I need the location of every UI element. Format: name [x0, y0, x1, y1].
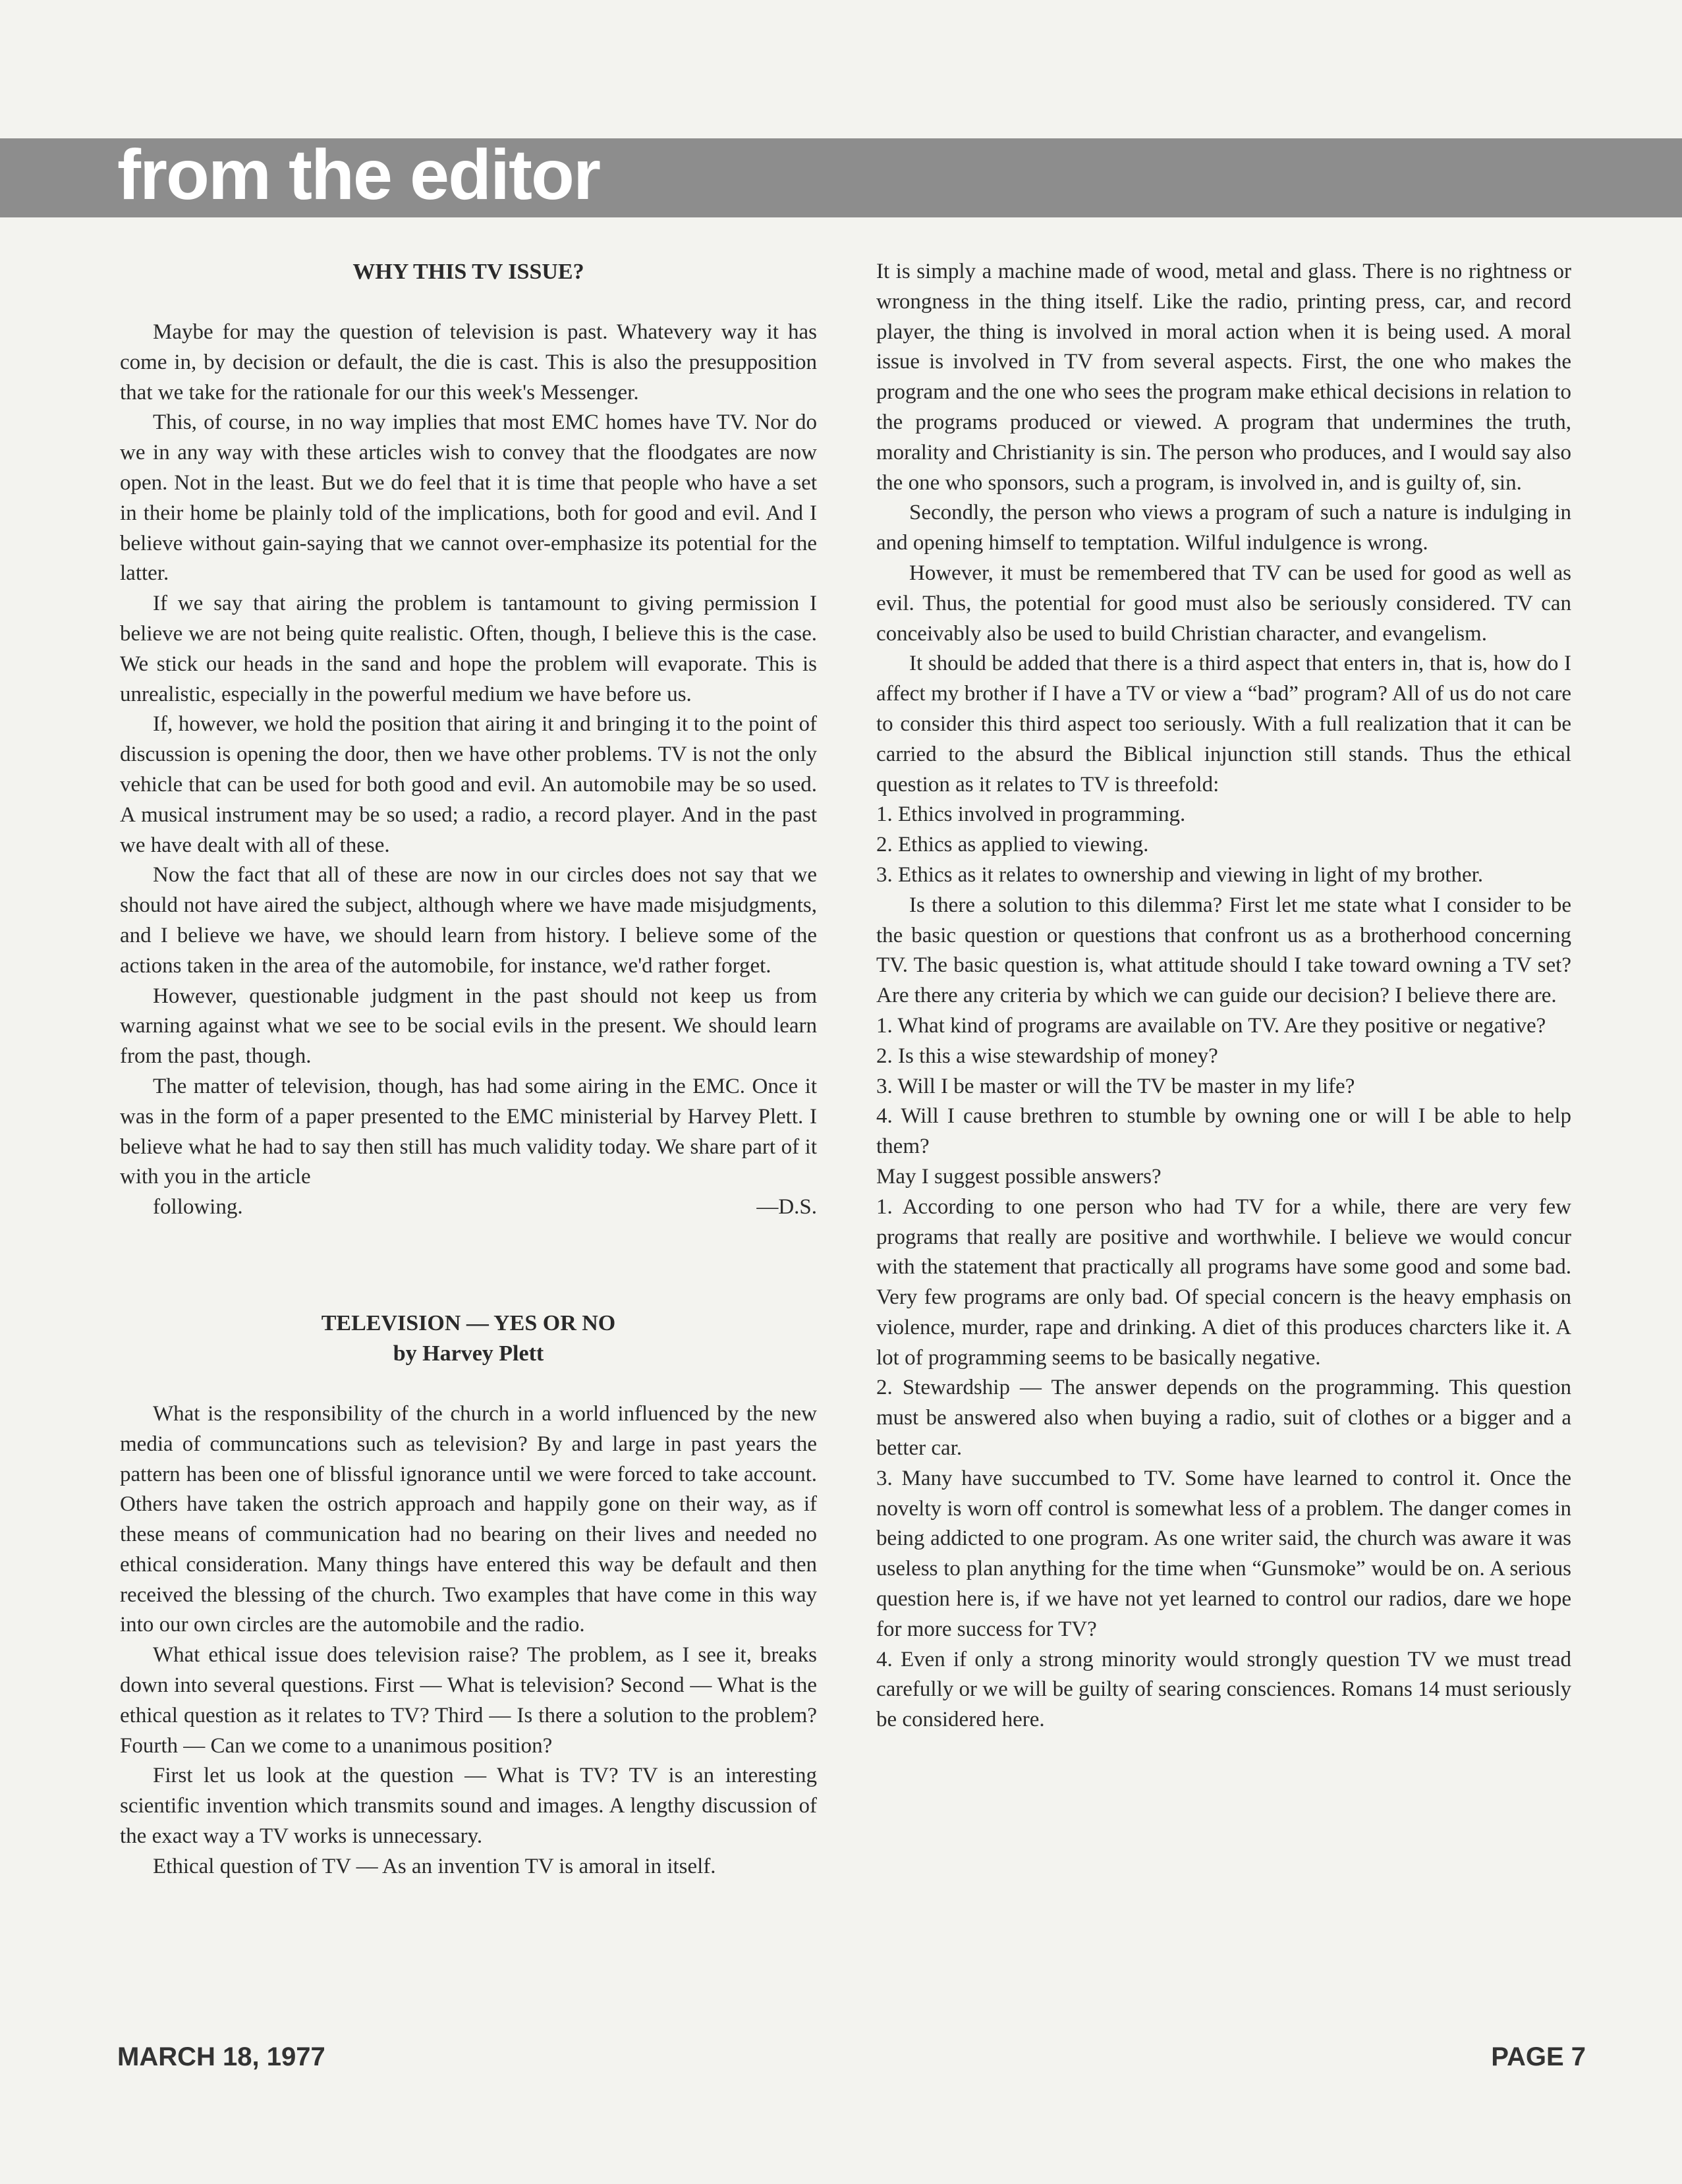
article-title: TELEVISION — YES OR NO	[321, 1310, 616, 1335]
list-item: 1. According to one person who had TV for a while, there are very few programs that really are positive and worthwhile. I believe we would concur with the statement that practically all programs have some good and some bad. Very few programs are only bad. Of special concern is the heavy emphasis on violence, murder, rape and drinking. A diet of this produces charcters like it. A lot of programming seems to be basically negative.	[876, 1194, 1571, 1370]
editorial-paragraph: If, however, we hold the position that airing it and bringing it to the point of discussion is opening the door, then we have other problems. TV is not the only vehicle that can be used for both good and evil. An automobile may be so used. A musical instrument may be so used; a radio, a record player. And in the past we have dealt with all of these.	[120, 712, 817, 857]
article-paragraph: It should be added that there is a third aspect that enters in, that is, how do I affect my brother if I have a TV or view a “bad” program? All of us do not care to consider this third aspect too seriously. With a full realization that it can be carried to the absurd the Biblical injunction still stands. Thus the ethical question as it relates to TV is threefold:	[876, 652, 1571, 797]
article-paragraph: However, it must be remembered that TV can be used for good as well as evil. Thus, the potential for good must also be seriously considered. TV can conceivably also be used to build Christian character, and evangelism.	[876, 561, 1571, 646]
list-item: 3. Many have succumbed to TV. Some have learned to control it. Once the novelty is worn off control is somewhat less of a problem. The danger comes in being addicted to one program. As one writer said, the church was aware it was useless to plan anything for the time when “Gunsmoke” would be on. A serious question here is, if we have not yet learned to control our radios, dare we hope for more success for TV?	[876, 1466, 1571, 1641]
list-item: 4. Will I cause brethren to stumble by owning one or will I be able to help them?	[876, 1104, 1571, 1159]
editorial-paragraph: Now the fact that all of these are now in our circles does not say that we should not have aired the subject, although where we have made misjudgments, and I believe we have, we should learn from history. I believe some of the actions taken in the area of the automobile, for instance, we'd rather forget.	[120, 863, 817, 978]
answers-intro: May I suggest possible answers?	[876, 1164, 1162, 1189]
editorial-signature: —D.S.	[756, 1195, 817, 1219]
list-item: 2. Is this a wise stewardship of money?	[876, 1044, 1218, 1068]
editorial-paragraph: The matter of television, though, has had some airing in the EMC. Once it was in the form of a paper presented to the EMC ministerial by Harvey Plett. I believe what he had to say then still has much validity today. We share part of it with you in the article	[120, 1074, 817, 1189]
list-item: 1. What kind of programs are available on TV. Are they positive or negative?	[876, 1013, 1546, 1038]
list-item: 2. Stewardship — The answer depends on the programming. This question must be answered also when buying a radio, suit of clothes or a bigger and a better car.	[876, 1376, 1571, 1461]
right-column	[876, 257, 1571, 1735]
editorial-paragraph: If we say that airing the problem is tantamount to giving permission I believe we are not being quite realistic. Often, though, I believe this is the case. We stick our heads in the sand and hope the problem will evaporate. This is unrealistic, especially in the powerful medium we have before us.	[120, 592, 817, 706]
left-column	[120, 257, 817, 1882]
article-paragraph: First let us look at the question — What is TV? TV is an interesting scientific invention which transmits sound and images. A lengthy discussion of the exact way a TV works is unnecessary.	[120, 1764, 817, 1849]
article-paragraph: Secondly, the person who views a program of such a nature is indulging in and opening himself to temptation. Wilful indulgence is wrong.	[876, 501, 1571, 555]
editorial-paragraph: However, questionable judgment in the past should not keep us from warning against what we see to be social evils in the present. We should learn from the past, though.	[120, 984, 817, 1069]
article-paragraph: Is there a solution to this dilemma? First let me state what I consider to be the basic question or questions that confront us as a brotherhood concerning TV. The basic question is, what attitude should I take toward owning a TV set? Are there any criteria by which we can guide our decision? I believe there are.	[876, 893, 1571, 1008]
article-paragraph: What ethical issue does television raise? The problem, as I see it, breaks down into several questions. First — What is television? Second — What is the ethical question as it relates to TV? Third — Is there a solution to the problem? Fourth — Can we come to a unanimous position?	[120, 1643, 817, 1758]
page-number: PAGE 7	[1491, 2042, 1586, 2071]
article-byline: by Harvey Plett	[393, 1341, 544, 1366]
list-item: 2. Ethics as applied to viewing.	[876, 833, 1149, 857]
editorial-signoff	[120, 1192, 817, 1223]
article-paragraph: What is the responsibility of the church in a world influenced by the new media of communcations such as television? By and large in past years the pattern has been one of blissful ignorance until we were forced to take account. Others have taken the ostrich approach and happily gone on their way, as if these means of communication had no bearing on their lives and needed no ethical consideration. Many things have entered this way be default and then received the blessing of the church. Two examples that have come in this way into our own circles are the automobile and the radio.	[120, 1401, 817, 1637]
page-title: from the editor	[117, 134, 600, 214]
list-item: 4. Even if only a strong minority would strongly question TV we must tread carefully or we will be guilty of searing consciences. Romans 14 must seriously be considered here.	[876, 1647, 1571, 1732]
editorial-paragraph: Maybe for may the question of television is past. Whatevery way it has come in, by decision or default, the die is cast. This is also the presupposition that we take for the rationale for our this week's Messenger.	[120, 320, 817, 405]
editorial-last-line: following.	[153, 1195, 243, 1219]
issue-date: MARCH 18, 1977	[117, 2042, 325, 2071]
list-item: 3. Will I be master or will the TV be master in my life?	[876, 1074, 1355, 1098]
editorial-paragraph: This, of course, in no way implies that most EMC homes have TV. Nor do we in any way with these articles wish to convey that the floodgates are now open. Not in the least. But we do feel that it is time that people who have a set in their home be plainly told of the implications, both for good and evil. And I believe without gain-saying that we cannot over-emphasize its potential for the latter.	[120, 410, 817, 586]
article-paragraph: Ethical question of TV — As an invention TV is amoral in itself.	[153, 1854, 716, 1878]
editorial-title: WHY THIS TV ISSUE?	[352, 260, 584, 284]
list-item: 1. Ethics involved in programming.	[876, 802, 1186, 827]
article-paragraph: It is simply a machine made of wood, metal and glass. There is no rightness or wrongness in the thing itself. Like the radio, printing press, car, and record player, the thing is involved in moral action when it is being used. A moral issue is involved in TV from several aspects. First, the one who makes the program and the one who sees the program make ethical decisions in relation to the programs produced or viewed. A program that undermines the truth, morality and Christianity is sin. The person who produces, and I would say also the one who sponsors, such a program, is involved in, and is guilty of, sin.	[876, 260, 1571, 495]
list-item: 3. Ethics as it relates to ownership and viewing in light of my brother.	[876, 862, 1484, 887]
